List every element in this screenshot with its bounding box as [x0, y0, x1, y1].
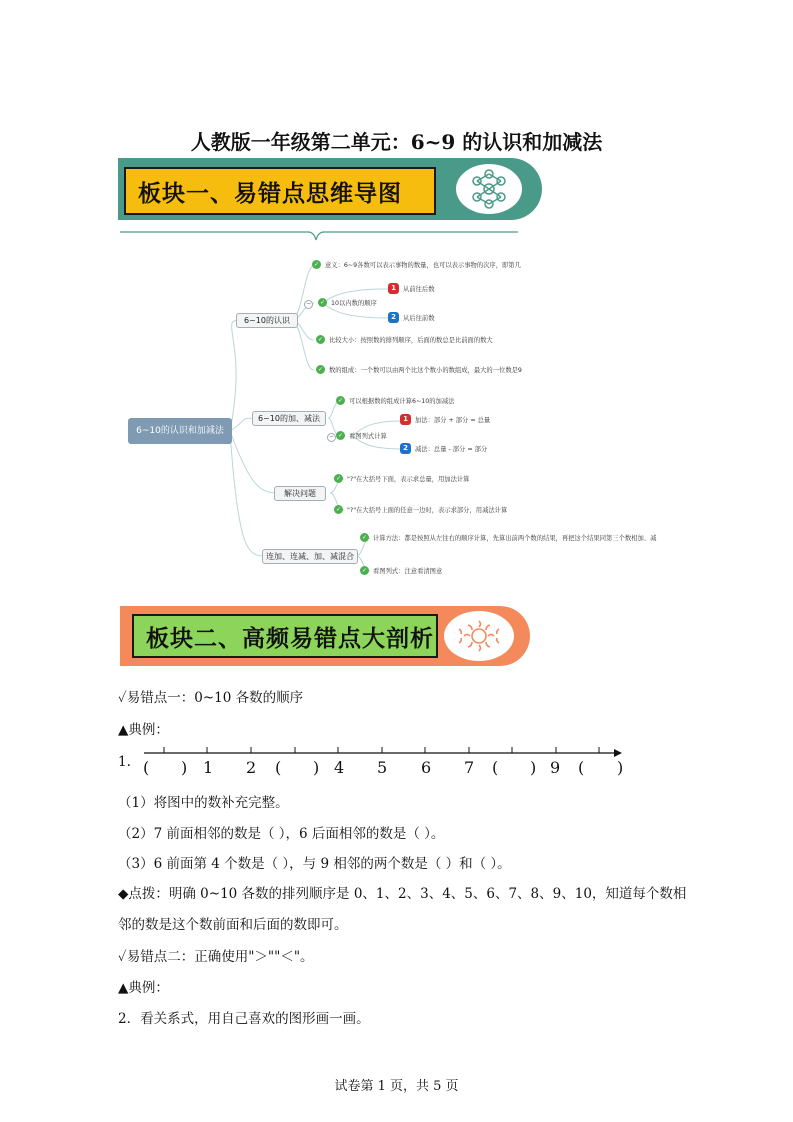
page-footer: 试卷第 1 页，共 5 页: [334, 1079, 459, 1094]
example-label: ▲典例：: [118, 722, 169, 738]
number-line-label: 1: [203, 758, 214, 777]
number-badge-icon: 1: [388, 283, 399, 294]
number-line-label: ): [530, 758, 537, 777]
mindmap-leaf: ✓ 比较大小：按照数的排列顺序，后面的数总是比前面的数大: [317, 336, 493, 344]
collapse-icon[interactable]: −: [328, 433, 335, 440]
number-line-label: 9: [550, 758, 561, 777]
check-icon: ✓: [317, 366, 324, 373]
question-part: （2）7 前面相邻的数是（ ），6 后面相邻的数是（ ）。: [118, 826, 445, 842]
number-line-label: (: [578, 758, 585, 777]
sun-icon: [444, 611, 514, 661]
number-badge-icon: 2: [388, 312, 399, 323]
tip-text: 邻的数是这个数前面和后面的数即可。: [118, 917, 348, 933]
question-number: 1.: [118, 754, 131, 770]
question-part: （3）6 前面第 4 个数是（ ），与 9 相邻的两个数是（ ）和（ ）。: [118, 856, 511, 872]
banner-1-label: 板块一、易错点思维导图: [124, 167, 436, 215]
check-icon: ✓: [335, 506, 342, 513]
check-icon: ✓: [337, 397, 344, 404]
mindmap-leaf: ✓ 看图列式计算: [337, 432, 387, 440]
mindmap-branch-problem: 解决问题: [274, 486, 326, 501]
mindmap-leaf: 2 从后往前数: [388, 312, 434, 323]
mindmap-branch-add-sub: 6~10的加、减法: [252, 411, 326, 426]
example-label: ▲典例：: [118, 980, 169, 996]
number-line-label: 7: [464, 758, 475, 777]
check-icon: ✓: [313, 261, 320, 268]
mindmap-branch-recognition: 6~10的认识: [236, 313, 298, 328]
number-line-label: 6: [421, 758, 432, 777]
check-icon: ✓: [317, 336, 324, 343]
mindmap-leaf: 1 从前往后数: [388, 283, 434, 294]
network-icon: [456, 164, 522, 214]
mindmap-leaf: ✓ "?"在大括号下面，表示求总量，用加法计算: [335, 475, 470, 483]
section-banner-1: [118, 158, 542, 220]
mindmap-leaf: ✓ 10以内数的顺序: [319, 299, 377, 307]
question-2: 2．看关系式，用自己喜欢的图形画一画。: [118, 1011, 370, 1027]
check-icon: ✓: [335, 475, 342, 482]
number-badge-icon: 1: [400, 414, 411, 425]
number-line-label: (: [143, 758, 150, 777]
mindmap-leaf: 2 减法：总量 - 部分 = 部分: [400, 443, 487, 454]
number-line-label: ): [617, 758, 624, 777]
banner-2-label: 板块二、高频易错点大剖析: [132, 614, 438, 658]
number-badge-icon: 2: [400, 443, 411, 454]
mindmap-leaf: ✓ 看图列式：注意看清图意: [361, 567, 443, 575]
error-point-2: ✓易错点二：正确使用"＞""＜"。: [118, 949, 314, 965]
check-icon: ✓: [319, 299, 326, 306]
mindmap-leaf: ✓ 可以根据数的组成计算6~10的加减法: [337, 397, 455, 405]
mindmap-leaf: ✓ "?"在大括号上面的任意一边时，表示求部分，用减法计算: [335, 506, 508, 514]
check-icon: ✓: [361, 567, 368, 574]
error-point-1: ✓易错点一：0~10 各数的顺序: [118, 690, 304, 706]
check-icon: ✓: [337, 432, 344, 439]
number-line-label: (: [492, 758, 499, 777]
mindmap-branch-mixed: 连加、连减、加、减混合: [262, 549, 358, 564]
number-line-label: 2: [246, 758, 257, 777]
check-icon: ✓: [361, 534, 368, 541]
number-line-label: 5: [377, 758, 388, 777]
page-title: 人教版一年级第二单元：6~9 的认识和加减法: [190, 130, 603, 154]
question-part: （1）将图中的数补充完整。: [118, 795, 289, 811]
section-banner-2: [120, 606, 530, 666]
mindmap-leaf: 1 加法：部分 + 部分 = 总量: [400, 414, 490, 425]
mindmap-leaf: ✓ 数的组成：一个数可以由两个比这个数小的数组成，最大的一位数是9: [317, 366, 522, 374]
mindmap-leaf: ✓ 意义：6~9各数可以表示事物的数量，也可以表示事物的次序，即第几: [313, 261, 521, 269]
number-line-label: 4: [334, 758, 345, 777]
tip-text: ◆点拨：明确 0~10 各数的排列顺序是 0、1、2、3、4、5、6、7、8、9、10，知道每个数相: [118, 886, 687, 902]
mindmap-connectors: [118, 220, 678, 600]
number-line-label: (: [275, 758, 282, 777]
collapse-icon[interactable]: −: [305, 300, 312, 307]
mindmap-leaf: ✓ 计算方法：都是按照从左往右的顺序计算，先算出前两个数的结果，再把这个结果同第三个数相加、减: [361, 534, 657, 542]
number-line-label: ): [313, 758, 320, 777]
mindmap-root: 6~10的认识和加减法: [128, 418, 232, 444]
number-line-label: ): [181, 758, 188, 777]
